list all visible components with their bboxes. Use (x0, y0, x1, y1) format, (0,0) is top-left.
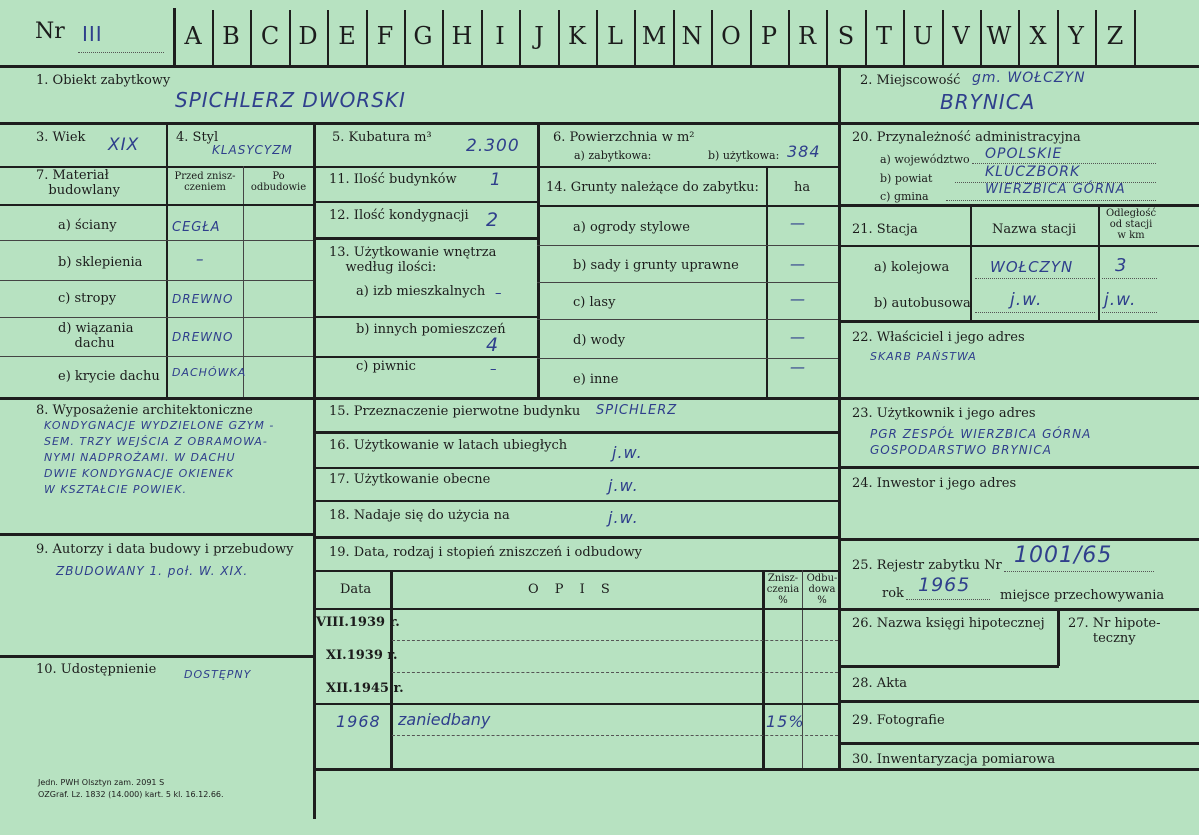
letter-v: V (952, 22, 970, 50)
letter-f: F (376, 22, 394, 50)
f23-label: 23. Użytkownik i jego adres (852, 406, 1036, 421)
f19-row4-damage: 15% (766, 712, 805, 731)
letter-r: R (797, 22, 817, 50)
f7-row-trusses-label: d) wiązania dachu (58, 321, 134, 351)
letter-s: S (837, 22, 855, 50)
letter-h: H (451, 22, 473, 50)
f9-label: 9. Autorzy i data budowy i przebudowy (36, 542, 294, 557)
f14-label: 14. Grunty należące do zabytku: (546, 180, 759, 195)
f21-col-name: Nazwa stacji (992, 222, 1077, 237)
f19-row3-date: XII.1945 r. (326, 681, 404, 696)
f1-label: 1. Obiekt zabytkowy (36, 73, 171, 88)
f22-label: 22. Właściciel i jego adres (852, 330, 1025, 345)
f7-row-walls-label: a) ściany (58, 218, 117, 233)
f7-col-after: Po odbudowie (250, 171, 307, 193)
letter-m: M (641, 22, 667, 50)
nr-label: Nr (35, 19, 65, 44)
letter-d: D (298, 22, 318, 50)
f21-bus-label: b) autobusowa (874, 296, 971, 311)
f5-value: 2.300 (466, 136, 520, 156)
letter-b: B (222, 22, 240, 50)
letter-w: W (986, 22, 1012, 50)
f14-row-other-value: — (790, 358, 806, 376)
f14-row-orchards-label: b) sady i grunty uprawne (573, 258, 739, 273)
f12-value: 2 (486, 209, 500, 231)
f25-rok-label: rok (882, 586, 904, 601)
f19-row1-date: VIII.1939 r. (316, 615, 400, 630)
f7-col-before: Przed znisz- czeniem (174, 171, 236, 193)
f2-gmina: gm. WOŁCZYN (972, 70, 1086, 86)
f21-label: 21. Stacja (852, 222, 918, 237)
f25-value: 1001/65 (1014, 543, 1113, 568)
letter-x: X (1029, 22, 1047, 50)
f16-label: 16. Użytkowanie w latach ubiegłych (329, 438, 568, 453)
f20-gm-value: WIERZBICA GÓRNA (985, 182, 1126, 197)
f19-col-rebuild: Odbu- dowa % (806, 573, 838, 606)
letter-o: O (721, 22, 741, 50)
f23-line2: GOSPODARSTWO BRYNICA (870, 443, 1052, 457)
f8-label: 8. Wyposażenie architektoniczne (36, 403, 253, 418)
f14-row-forests-value: — (790, 290, 806, 308)
letter-i: I (495, 22, 505, 50)
f14-row-gardens-value: — (790, 214, 806, 232)
f10-label: 10. Udostępnienie (36, 662, 157, 677)
f7-label: 7. Materiał budowlany (36, 168, 121, 198)
f14-row-gardens-label: a) ogrody stylowe (573, 220, 690, 235)
f2-value: BRYNICA (940, 90, 1036, 114)
f20-woj-label: a) województwo (880, 153, 970, 166)
f13-b-label: b) innych pomieszczeń (356, 322, 506, 337)
f17-value: j.w. (608, 476, 639, 495)
f10-value: DOSTĘPNY (184, 668, 252, 681)
f19-col-damage: Znisz- czenia % (766, 573, 800, 606)
f21-kol-name: WOŁCZYN (990, 258, 1074, 276)
f19-label: 19. Data, rodzaj i stopień zniszczeń i odbudowy (329, 545, 643, 560)
f3-value: XIX (108, 135, 140, 155)
f14-row-waters-label: d) wody (573, 333, 626, 348)
f5-label: 5. Kubatura m³ (332, 130, 432, 145)
f25-rok-value: 1965 (918, 574, 971, 596)
letter-l: L (607, 22, 623, 50)
f30-label: 30. Inwentaryzacja pomiarowa (852, 752, 1056, 767)
f20-woj-value: OPOLSKIE (985, 146, 1063, 162)
f22-value: SKARB PAŃSTWA (870, 350, 977, 363)
f11-label: 11. Ilość budynków (329, 172, 457, 187)
f20-label: 20. Przynależność administracyjna (852, 130, 1081, 145)
letter-t: T (875, 22, 892, 50)
f6-label: 6. Powierzchnia w m² (553, 130, 695, 145)
f14-row-waters-value: — (790, 328, 806, 346)
f20-gm-label: c) gmina (880, 190, 929, 203)
f25-place-label: miejsce przechowywania (1000, 588, 1165, 603)
f29-label: 29. Fotografie (852, 713, 945, 728)
nr-line (78, 52, 164, 53)
f3-label: 3. Wiek (36, 130, 86, 145)
f21-bus-dist: j.w. (1104, 290, 1137, 310)
f7-row-vaults-label: b) sklepienia (58, 255, 143, 270)
f14-unit: ha (794, 180, 811, 195)
f18-label: 18. Nadaje się do użycia na (329, 508, 510, 523)
f7-row-roof-label: e) krycie dachu (58, 369, 160, 384)
f25-label: 25. Rejestr zabytku Nr (852, 558, 1002, 573)
f13-c-label: c) piwnic (356, 359, 416, 374)
f19-col-date: Data (340, 582, 372, 597)
letter-y: Y (1068, 22, 1084, 50)
f21-kol-dist: 3 (1115, 255, 1128, 276)
f4-label: 4. Styl (176, 130, 219, 145)
f4-value: KLASYCYZM (212, 143, 293, 157)
f19-row4-date: 1968 (336, 712, 381, 731)
f26-label: 26. Nazwa księgi hipotecznej (852, 616, 1045, 631)
f19-row2-date: XI.1939 r. (326, 648, 398, 663)
letter-k: K (568, 22, 586, 50)
f13-a-label: a) izb mieszkalnych (356, 284, 486, 299)
f19-row4-desc: zaniedbany (398, 710, 491, 729)
letter-j: J (534, 22, 544, 50)
f9-value: ZBUDOWANY 1. poł. W. XIX. (56, 564, 249, 578)
f13-b-value: 4 (486, 334, 500, 356)
f21-col-dist: Odległość od stacji w km (1105, 208, 1157, 241)
letter-g: G (413, 22, 433, 50)
f13-a-value: – (495, 286, 503, 301)
f7-row-ceilings-value: DREWNO (172, 292, 234, 306)
f16-value: j.w. (612, 443, 643, 462)
footer-line1: Jedn. PWH Olsztyn zam. 2091 S (38, 778, 165, 787)
f8-text: KONDYGNACJE WYDZIELONE GZYM - SEM. TRZY WEJŚCIA Z OBRAMOWA- NYMI NADPROŻAMI. W DACHU DWIE KONDYGNACJE OKIENEK W KSZTAŁCIE POWIEK. (44, 419, 275, 496)
f23-line1: PGR ZESPÓŁ WIERZBICA GÓRNA (870, 427, 1092, 441)
f1-value: SPICHLERZ DWORSKI (175, 88, 406, 112)
f20-pow-value: KLUCZBORK (985, 164, 1081, 180)
f17-label: 17. Użytkowanie obecne (329, 472, 491, 487)
f13-c-value: – (490, 362, 498, 377)
f14-row-forests-label: c) lasy (573, 295, 616, 310)
letter-u: U (912, 22, 934, 50)
f7-row-trusses-value: DREWNO (172, 330, 234, 344)
f15-label: 15. Przeznaczenie pierwotne budynku (329, 404, 581, 419)
nr-value: III (82, 22, 103, 46)
f11-value: 1 (490, 170, 502, 190)
letter-p: P (760, 22, 778, 50)
f27-label: 27. Nr hipote- teczny (1068, 616, 1161, 646)
letter-e: E (338, 22, 356, 50)
f19-col-desc: O P I S (528, 582, 616, 597)
f12-label: 12. Ilość kondygnacji (329, 208, 469, 223)
f7-row-vaults-value: – (196, 250, 205, 268)
f21-bus-name: j.w. (1010, 290, 1043, 310)
f7-row-ceilings-label: c) stropy (58, 291, 117, 306)
f13-label: 13. Użytkowanie wnętrza według ilości: (329, 245, 497, 275)
f2-label: 2. Miejscowość (860, 73, 961, 88)
f21-kol-label: a) kolejowa (874, 260, 950, 275)
footer-line2: OZGraf. Lz. 1832 (14.000) kart. 5 kl. 16.12.66. (38, 790, 224, 799)
letter-divider (1134, 10, 1136, 66)
f6-zab-label: a) zabytkowa: (574, 149, 652, 162)
f14-row-orchards-value: — (790, 255, 806, 273)
letter-n: N (681, 22, 703, 50)
f28-label: 28. Akta (852, 676, 908, 691)
f6-uz-value: 384 (787, 142, 821, 161)
f24-label: 24. Inwestor i jego adres (852, 476, 1017, 491)
letter-z: Z (1106, 22, 1124, 50)
f7-row-walls-value: CEGŁA (172, 220, 221, 235)
f15-value: SPICHLERZ (596, 403, 678, 418)
letter-c: C (260, 22, 280, 50)
f20-pow-label: b) powiat (880, 172, 933, 185)
f7-row-roof-value: DACHÓWKA (172, 366, 247, 379)
f6-uz-label: b) użytkowa: (708, 149, 780, 162)
f14-row-other-label: e) inne (573, 372, 619, 387)
f18-value: j.w. (608, 508, 639, 527)
letter-a: A (184, 22, 202, 50)
